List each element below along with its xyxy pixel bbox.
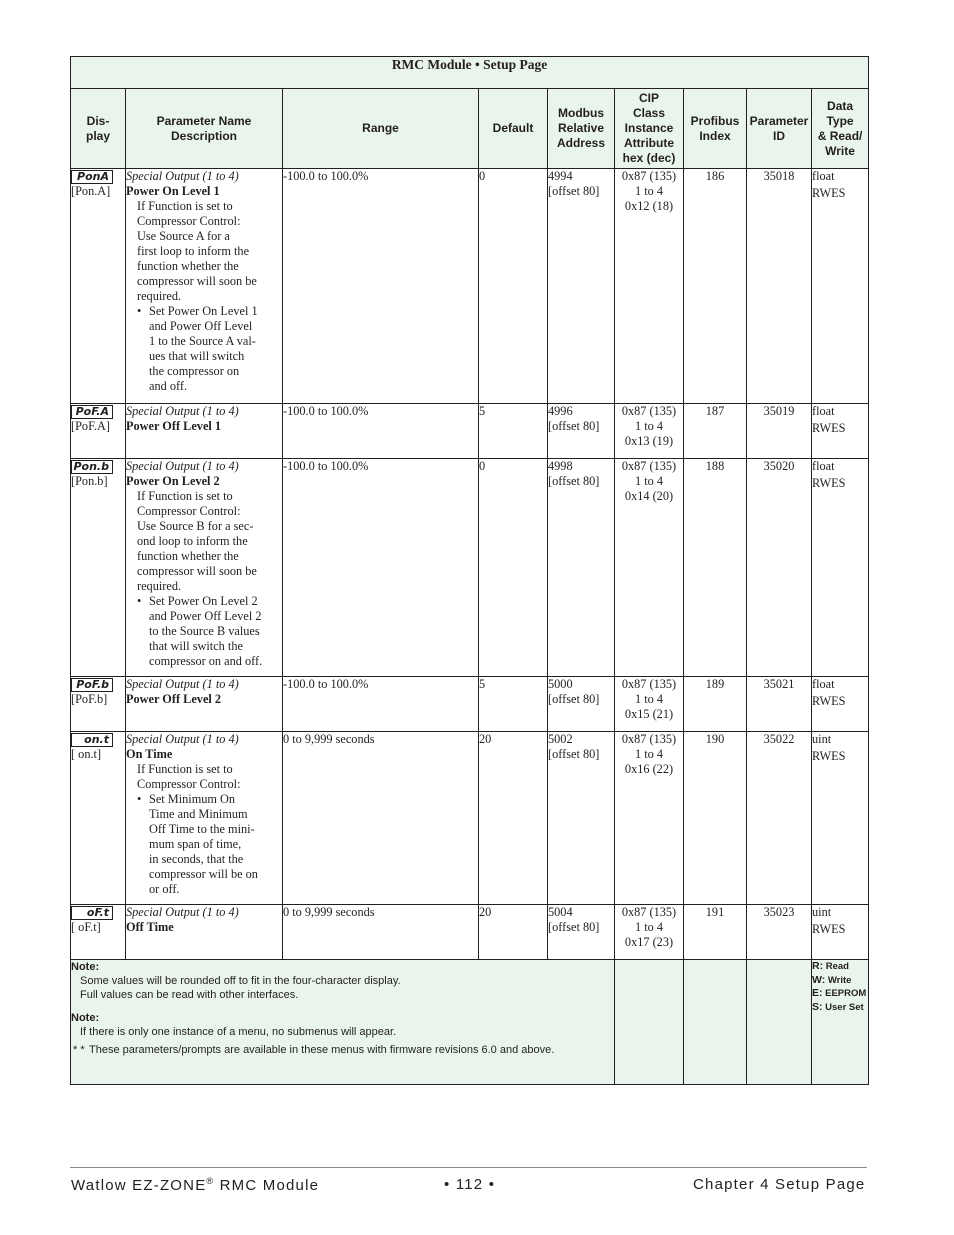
description-line: ond loop to inform the <box>137 534 248 548</box>
modbus-cell <box>548 404 615 459</box>
parameter-name: Off Time <box>126 920 174 934</box>
range-cell: -100.0 to 100.0% <box>283 677 479 732</box>
data-type: float <box>812 677 835 691</box>
footer-left <box>71 1176 319 1194</box>
cip-cell <box>615 905 684 960</box>
modbus-line: [offset 80] <box>548 474 600 488</box>
asterisk-mark: * * <box>73 1044 85 1056</box>
footer-rule <box>70 1167 867 1168</box>
parameter-name-cell <box>126 459 283 677</box>
default-cell: 5 <box>479 404 548 459</box>
data-type-cell <box>812 732 869 905</box>
cip-line: 0x87 (135) <box>621 677 677 691</box>
header-line: Parameter Name <box>156 113 252 128</box>
bullet-text <box>149 304 282 394</box>
parameter-id-cell: 35018 <box>747 169 812 404</box>
display-cell <box>71 677 126 732</box>
modbus-line: 4996 <box>548 404 573 418</box>
profibus-cell: 188 <box>684 459 747 677</box>
bullet-item <box>137 304 282 394</box>
default-cell: 20 <box>479 905 548 960</box>
modbus-line: 5004 <box>548 905 573 919</box>
range-cell: 0 to 9,999 seconds <box>283 732 479 905</box>
description-line: Use Source B for a sec- <box>137 519 254 533</box>
header-line: play <box>85 128 110 143</box>
cip-line: 0x13 (19) <box>624 434 674 448</box>
legend-key: W: <box>812 973 826 986</box>
cip-cell <box>615 404 684 459</box>
table-row <box>71 459 869 677</box>
header-line: CIP <box>638 91 659 105</box>
cip-line: 0x15 (21) <box>624 707 674 721</box>
note-line: Some values will be rounded off to fit in the four-character display. <box>80 975 401 987</box>
header-line: Type <box>826 113 854 128</box>
description-line: Compressor Control: <box>137 777 241 791</box>
parameter-id-cell: 35022 <box>747 732 812 905</box>
read-write: RWES <box>812 922 846 936</box>
profibus-cell: 186 <box>684 169 747 404</box>
bullet-text <box>149 792 282 897</box>
header-line: Write <box>825 143 855 158</box>
modbus-cell <box>548 459 615 677</box>
description-line: function whether the <box>137 259 239 273</box>
table-caption: RMC Module • Setup Page <box>71 57 869 89</box>
bullet-dot: • <box>137 594 142 608</box>
bullet-item <box>137 594 282 669</box>
bullet-line: in seconds, that the <box>149 852 244 866</box>
display-code: [Pon.b] <box>71 474 108 488</box>
parameter-name-cell <box>126 677 283 732</box>
notes-empty-cell <box>684 960 747 1085</box>
read-write: RWES <box>812 476 846 490</box>
menu-name: Special Output (1 to 4) <box>126 677 239 691</box>
parameter-name: Power On Level 2 <box>126 474 220 488</box>
profibus-cell: 190 <box>684 732 747 905</box>
legend-text: Write <box>825 974 852 986</box>
cip-line: 1 to 4 <box>634 419 663 433</box>
modbus-line: 4994 <box>548 169 573 183</box>
bullet-line: and Power Off Level <box>149 319 253 333</box>
bullet-text <box>149 594 282 669</box>
menu-name: Special Output (1 to 4) <box>126 169 239 183</box>
modbus-line: [offset 80] <box>548 747 600 761</box>
data-type: float <box>812 459 835 473</box>
bullet-line: compressor on and off. <box>149 654 263 668</box>
header-profibus <box>684 89 747 169</box>
cip-line: 0x87 (135) <box>621 732 677 746</box>
header-parameter-id <box>747 89 812 169</box>
description-line: first loop to inform the <box>137 244 250 258</box>
bullet-line: to the Source B values <box>149 624 260 638</box>
cip-cell <box>615 677 684 732</box>
header-cip <box>615 89 684 169</box>
bullet-line: Set Power On Level 1 <box>149 304 258 318</box>
menu-name: Special Output (1 to 4) <box>126 905 239 919</box>
display-cell <box>71 905 126 960</box>
display-cell <box>71 169 126 404</box>
header-range: Range <box>283 89 479 169</box>
note-heading-1: Note: <box>71 961 100 973</box>
parameter-name: Power Off Level 1 <box>126 419 222 433</box>
data-type: float <box>812 404 835 418</box>
table-row <box>71 404 869 459</box>
parameter-name-cell <box>126 404 283 459</box>
data-type: uint <box>812 732 832 746</box>
legend-text: EEPROM <box>822 988 867 999</box>
header-line: ID <box>773 128 785 143</box>
header-line: Class <box>632 106 666 120</box>
lcd-prompt: on.t <box>71 733 113 747</box>
parameter-name: Power Off Level 2 <box>126 692 222 706</box>
read-write: RWES <box>812 694 846 708</box>
footer-page-number: • 112 • <box>444 1176 496 1193</box>
table-row <box>71 905 869 960</box>
modbus-line: 5002 <box>548 732 573 746</box>
range-cell: -100.0 to 100.0% <box>283 169 479 404</box>
parameter-id-cell: 35023 <box>747 905 812 960</box>
parameter-name-cell <box>126 169 283 404</box>
description-line: Compressor Control: <box>137 504 241 518</box>
header-line: & Read/ <box>817 128 863 143</box>
header-display <box>71 89 126 169</box>
legend-text: Read <box>823 961 849 972</box>
header-line: Modbus <box>558 106 604 120</box>
notes-cell <box>71 960 615 1085</box>
read-write: RWES <box>812 421 846 435</box>
header-row <box>71 89 869 169</box>
note-heading-2: Note: <box>71 1012 100 1024</box>
notes-empty-cell <box>615 960 684 1085</box>
bullet-item <box>137 792 282 897</box>
header-line: Dis- <box>86 113 110 128</box>
read-write: RWES <box>812 749 846 763</box>
bullet-line: 1 to the Source A val- <box>149 334 256 348</box>
description-line: If Function is set to <box>137 489 233 503</box>
modbus-line: 4998 <box>548 459 573 473</box>
bullet-line: ues that will switch <box>149 349 245 363</box>
cip-line: 1 to 4 <box>634 184 663 198</box>
data-type-cell <box>812 404 869 459</box>
description-line: compressor will soon be <box>137 274 257 288</box>
display-code: [ oF.t] <box>71 920 101 934</box>
lcd-prompt: PoF.A <box>71 405 113 419</box>
table-body <box>71 169 869 960</box>
display-cell <box>71 404 126 459</box>
footer-chapter: Chapter 4 Setup Page <box>693 1176 866 1193</box>
bullet-line: Time and Minimum <box>149 807 248 821</box>
cip-line: 0x87 (135) <box>621 169 677 183</box>
data-type: float <box>812 169 835 183</box>
header-line: Parameter <box>749 113 809 128</box>
table-row <box>71 169 869 404</box>
data-type-cell <box>812 459 869 677</box>
cip-line: 0x14 (20) <box>624 489 674 503</box>
header-line: hex (dec) <box>622 151 676 165</box>
footer-brand: Watlow EZ-ZONE <box>71 1177 207 1194</box>
lcd-prompt: Pon.b <box>71 460 113 474</box>
modbus-cell <box>548 169 615 404</box>
profibus-cell: 191 <box>684 905 747 960</box>
cip-line: 0x87 (135) <box>621 404 677 418</box>
table-row <box>71 732 869 905</box>
access-legend <box>812 960 869 1085</box>
asterisk-note <box>71 1043 614 1057</box>
display-code: [ on.t] <box>71 747 102 761</box>
default-cell: 0 <box>479 459 548 677</box>
modbus-line: [offset 80] <box>548 920 600 934</box>
read-write: RWES <box>812 186 846 200</box>
header-line: Profibus <box>690 113 740 128</box>
bullet-line: Set Power On Level 2 <box>149 594 258 608</box>
display-code: [PoF.b] <box>71 692 108 706</box>
legend-key: E: <box>812 987 823 999</box>
header-line: Address <box>556 136 606 150</box>
cip-line: 0x87 (135) <box>621 459 677 473</box>
asterisk-text: These parameters/prompts are available in these menus with firmware revisions 6.0 and above. <box>89 1044 555 1056</box>
parameter-name-cell <box>126 905 283 960</box>
cip-line: 1 to 4 <box>634 747 663 761</box>
data-type-cell <box>812 905 869 960</box>
description-line: If Function is set to <box>137 762 233 776</box>
legend-text: User Set <box>822 1001 864 1013</box>
bullet-line: and Power Off Level 2 <box>149 609 262 623</box>
display-cell <box>71 732 126 905</box>
notes-row <box>71 960 869 1085</box>
header-line: Relative <box>557 121 605 135</box>
display-cell <box>71 459 126 677</box>
bullet-dot: • <box>137 792 142 806</box>
header-default: Default <box>479 89 548 169</box>
bullet-dot: • <box>137 304 142 318</box>
bullet-line: the compressor on <box>149 364 240 378</box>
display-code: [PoF.A] <box>71 419 110 433</box>
default-cell: 0 <box>479 169 548 404</box>
lcd-prompt: PonA <box>71 170 113 184</box>
header-line: Instance <box>624 121 674 135</box>
data-type-cell <box>812 169 869 404</box>
cip-line: 1 to 4 <box>634 920 663 934</box>
description-line: Compressor Control: <box>137 214 241 228</box>
bullet-line: Set Minimum On <box>149 792 236 806</box>
cip-line: 0x16 (22) <box>624 762 674 776</box>
cip-line: 0x17 (23) <box>624 935 674 949</box>
parameter-table-container <box>70 56 868 1085</box>
parameter-name: Power On Level 1 <box>126 184 220 198</box>
parameter-table <box>70 56 869 1085</box>
parameter-id-cell: 35021 <box>747 677 812 732</box>
parameter-name-cell <box>126 732 283 905</box>
bullet-line: and off. <box>149 379 188 393</box>
header-line: Attribute <box>624 136 674 150</box>
range-cell: -100.0 to 100.0% <box>283 404 479 459</box>
note-line: Full values can be read with other interfaces. <box>80 989 299 1001</box>
description-line: required. <box>137 579 182 593</box>
menu-name: Special Output (1 to 4) <box>126 404 239 418</box>
parameter-id-cell: 35020 <box>747 459 812 677</box>
description-line: Use Source A for a <box>137 229 230 243</box>
bullet-line: that will switch the <box>149 639 243 653</box>
notes-empty-cell <box>747 960 812 1085</box>
header-line: Data <box>827 98 854 113</box>
cip-cell <box>615 459 684 677</box>
display-code: [Pon.A] <box>71 184 111 198</box>
cip-cell <box>615 169 684 404</box>
footer-product: RMC Module <box>214 1177 320 1194</box>
data-type-cell <box>812 677 869 732</box>
bullet-line: Off Time to the mini- <box>149 822 255 836</box>
lcd-prompt: PoF.b <box>71 678 113 692</box>
default-cell: 5 <box>479 677 548 732</box>
legend-key: S: <box>812 1000 823 1013</box>
profibus-cell: 187 <box>684 404 747 459</box>
description-line: If Function is set to <box>137 199 233 213</box>
modbus-cell <box>548 732 615 905</box>
header-line: Description <box>170 128 237 143</box>
bullet-line: compressor will be on <box>149 867 258 881</box>
modbus-line: [offset 80] <box>548 184 600 198</box>
cip-line: 0x12 (18) <box>624 199 674 213</box>
modbus-line: [offset 80] <box>548 692 600 706</box>
cip-line: 0x87 (135) <box>621 905 677 919</box>
profibus-cell: 189 <box>684 677 747 732</box>
cip-cell <box>615 732 684 905</box>
description-line: function whether the <box>137 549 239 563</box>
default-cell: 20 <box>479 732 548 905</box>
cip-line: 1 to 4 <box>634 474 663 488</box>
note-line: If there is only one instance of a menu, no submenus will appear. <box>80 1026 397 1038</box>
header-data-type <box>812 89 869 169</box>
description-line: required. <box>137 289 182 303</box>
cip-line: 1 to 4 <box>634 692 663 706</box>
legend-key: R: <box>812 960 824 972</box>
header-line: Index <box>699 128 731 143</box>
parameter-name: On Time <box>126 747 173 761</box>
table-row <box>71 677 869 732</box>
lcd-prompt: oF.t <box>71 906 113 920</box>
range-cell: 0 to 9,999 seconds <box>283 905 479 960</box>
modbus-line: 5000 <box>548 677 573 691</box>
bullet-line: or off. <box>149 882 180 896</box>
header-modbus <box>548 89 615 169</box>
modbus-cell <box>548 677 615 732</box>
menu-name: Special Output (1 to 4) <box>126 732 239 746</box>
menu-name: Special Output (1 to 4) <box>126 459 239 473</box>
header-parameter-name <box>126 89 283 169</box>
modbus-line: [offset 80] <box>548 419 600 433</box>
data-type: uint <box>812 905 832 919</box>
range-cell: -100.0 to 100.0% <box>283 459 479 677</box>
parameter-id-cell: 35019 <box>747 404 812 459</box>
bullet-line: mum span of time, <box>149 837 242 851</box>
modbus-cell <box>548 905 615 960</box>
registered-mark: ® <box>206 1176 215 1186</box>
description-line: compressor will soon be <box>137 564 257 578</box>
